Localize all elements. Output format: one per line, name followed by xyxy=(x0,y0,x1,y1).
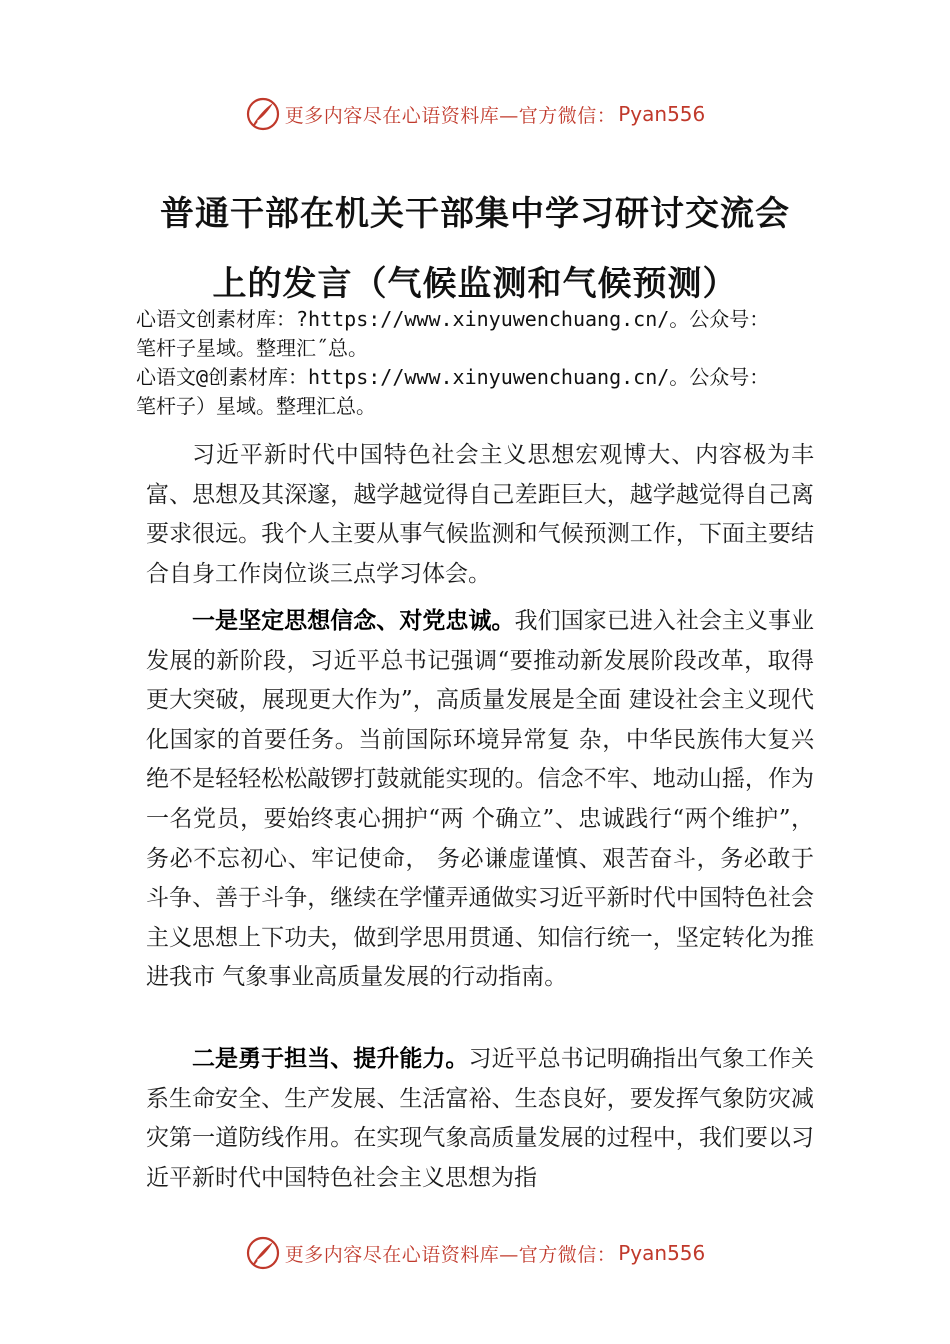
intro-paragraph: 习近平新时代中国特色社会主义思想宏观博大、内容极为丰富、思想及其深邃，越学越觉得自己差距巨大，越学越觉得自己离要求很远。我个人主要从事气候监测和气候预测工作，下面主要结合自身工作岗位谈三点学习体会。 xyxy=(146,442,814,587)
point-1-paragraph xyxy=(146,602,814,998)
banner-text: 更多内容尽在心语资料库—官方微信： xyxy=(284,104,617,127)
point-2-heading: 二是勇于担当、提升能力。 xyxy=(192,1046,469,1072)
source-line-1: 心语文创素材库：?https://www.xinyuwenchuang.cn/。公众号： xyxy=(136,307,770,331)
banner-wechat-id: Pyan556 xyxy=(618,102,706,126)
quill-pen-logo-icon xyxy=(245,1235,281,1271)
footer-banner xyxy=(0,1233,950,1273)
source-line-3: 心语文@创素材库：https://www.xinyuwenchuang.cn/。公众号： xyxy=(136,365,770,389)
source-line-4: 笔杆子）星域。整理汇总。 xyxy=(136,394,376,418)
point-1-heading: 一是坚定思想信念、对党忠诚。 xyxy=(192,608,515,634)
point-1-text: 我们国家已进入社会主义事业发展的新阶段，习近平总书记强调“要推动新发展阶段改革，取得更大突破，展现更大作为”，高质量发展是全面 建设社会主义现代化国家的首要任务。当前国际环境异常复 杂，中华民族伟大复兴绝不是轻轻松松敲锣打鼓就能实现的。信念不牢、地动山摇，作为一名党员，要始终衷心拥护“两 个确立”、忠诚践行“两个维护”，务必不忘初心、牢记使命， 务必谦虚谨慎、艰苦奋斗，务必敢于斗争、善于斗争，继续在学懂弄通做实习近平新时代中国特色社会主义思想上下功夫，做到学思用贯通、知信行统一，坚定转化为推进我市 气象事业高质量发展的行动指南。 xyxy=(146,608,815,991)
banner-wechat-id: Pyan556 xyxy=(618,1241,706,1265)
source-line-2: 笔杆子星域。整理汇˝总。 xyxy=(136,336,369,360)
header-banner xyxy=(0,94,950,134)
quill-pen-logo-icon xyxy=(245,96,281,132)
banner-text: 更多内容尽在心语资料库—官方微信： xyxy=(284,1243,617,1266)
document-title-line-2: 上的发言（气候监测和气候预测） xyxy=(212,264,738,304)
point-2-paragraph xyxy=(146,1040,814,1198)
point-2-text: 习近平总书记明确指出气象工作关系生命安全、生产发展、生活富裕、生态良好，要发挥气象防灾减灾第一道防线作用。在实现气象高质量发展的过程中，我们要以习近平新时代中国特色社会主义思想为指 xyxy=(146,1046,815,1191)
document-title-line-1: 普通干部在机关干部集中学习研讨交流会 xyxy=(160,194,790,234)
